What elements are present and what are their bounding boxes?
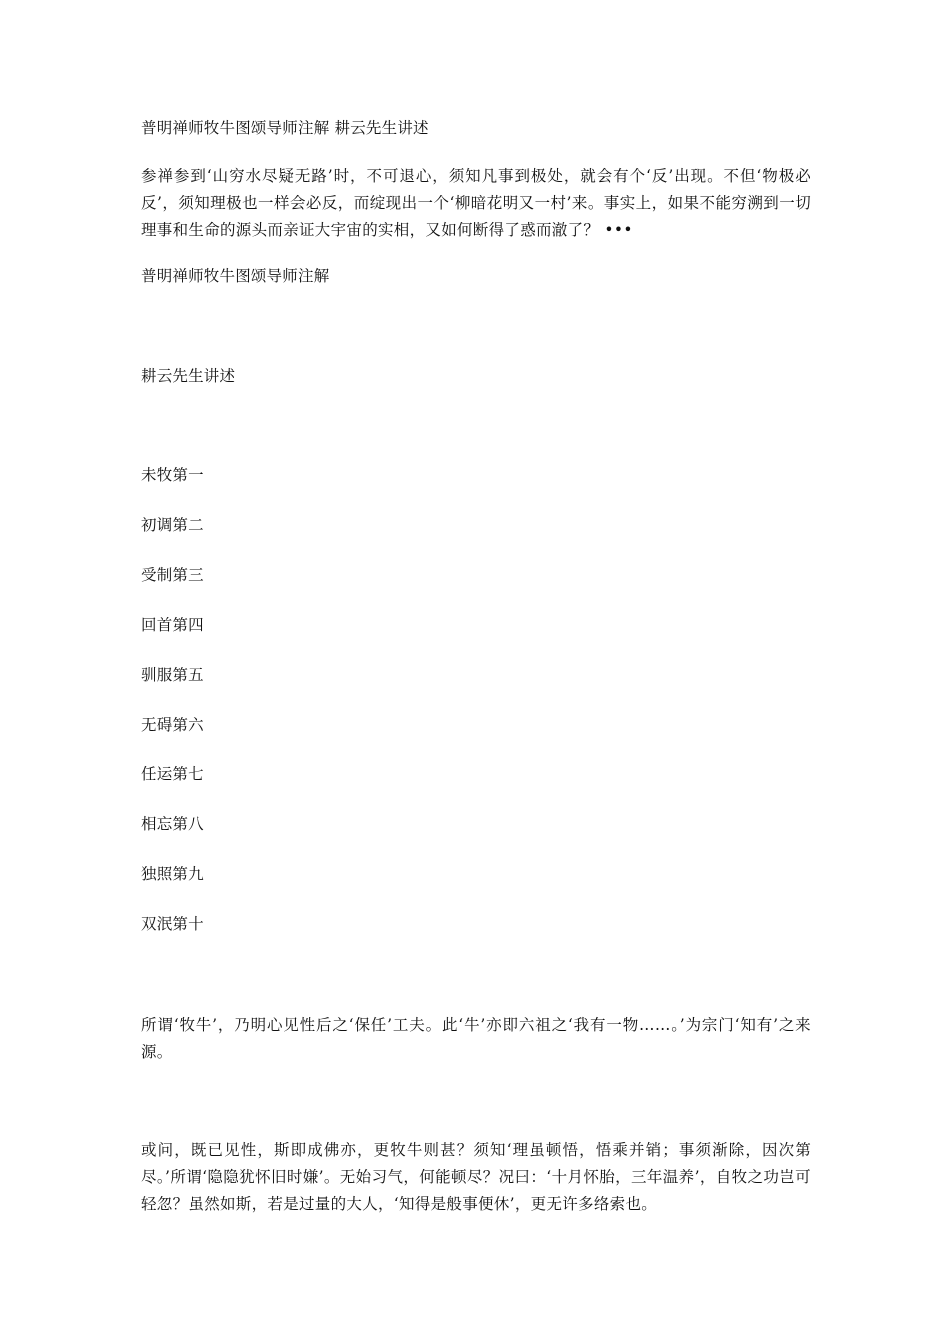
chapter-item: 初调第二: [141, 516, 204, 534]
chapter-item: 无碍第六: [141, 716, 204, 734]
header-title: 普明禅师牧牛图颂导师注解 耕云先生讲述: [141, 119, 429, 137]
body-paragraph-1: 所谓‘牧牛’，乃明心见性后之‘保任’工夫。此‘牛’亦即六祖之‘我有一物……。’为宗门‘知有’之来源。: [141, 1016, 811, 1061]
body-paragraph-2: 或问，既已见性，斯即成佛亦，更牧牛则甚？须知‘理虽顿悟，悟乘并销；事须渐除，因次第尽。’所谓‘隐隐犹怀旧时嫌’。无始习气，何能顿尽？况曰：‘十月怀胎，三年温养’，自牧之功岂可轻忽？虽然如斯，若是过量的大人，‘知得是般事便休’，更无许多络索也。: [141, 1141, 811, 1213]
chapter-item: 任运第七: [141, 765, 204, 783]
chapter-item: 未牧第一: [141, 466, 204, 484]
chapter-item: 独照第九: [141, 865, 204, 883]
chapter-item: 相忘第八: [141, 815, 204, 833]
intro-paragraph: 参禅参到‘山穷水尽疑无路’时，不可退心，须知凡事到极处，就会有个‘反’出现。不但‘物极必反’，须知理极也一样会必反，而绽现出一个‘柳暗花明又一村’来。事实上，如果不能穷溯到一切理事和生命的源头而亲证大宇宙的实相，又如何断得了惑而澈了？ •••: [141, 167, 811, 239]
author-line: 耕云先生讲述: [141, 367, 236, 385]
document-title: 普明禅师牧牛图颂导师注解: [141, 267, 330, 285]
chapter-item: 受制第三: [141, 566, 204, 584]
chapter-item: 双泯第十: [141, 915, 204, 933]
chapter-item: 回首第四: [141, 616, 204, 634]
chapter-item: 驯服第五: [141, 666, 204, 684]
